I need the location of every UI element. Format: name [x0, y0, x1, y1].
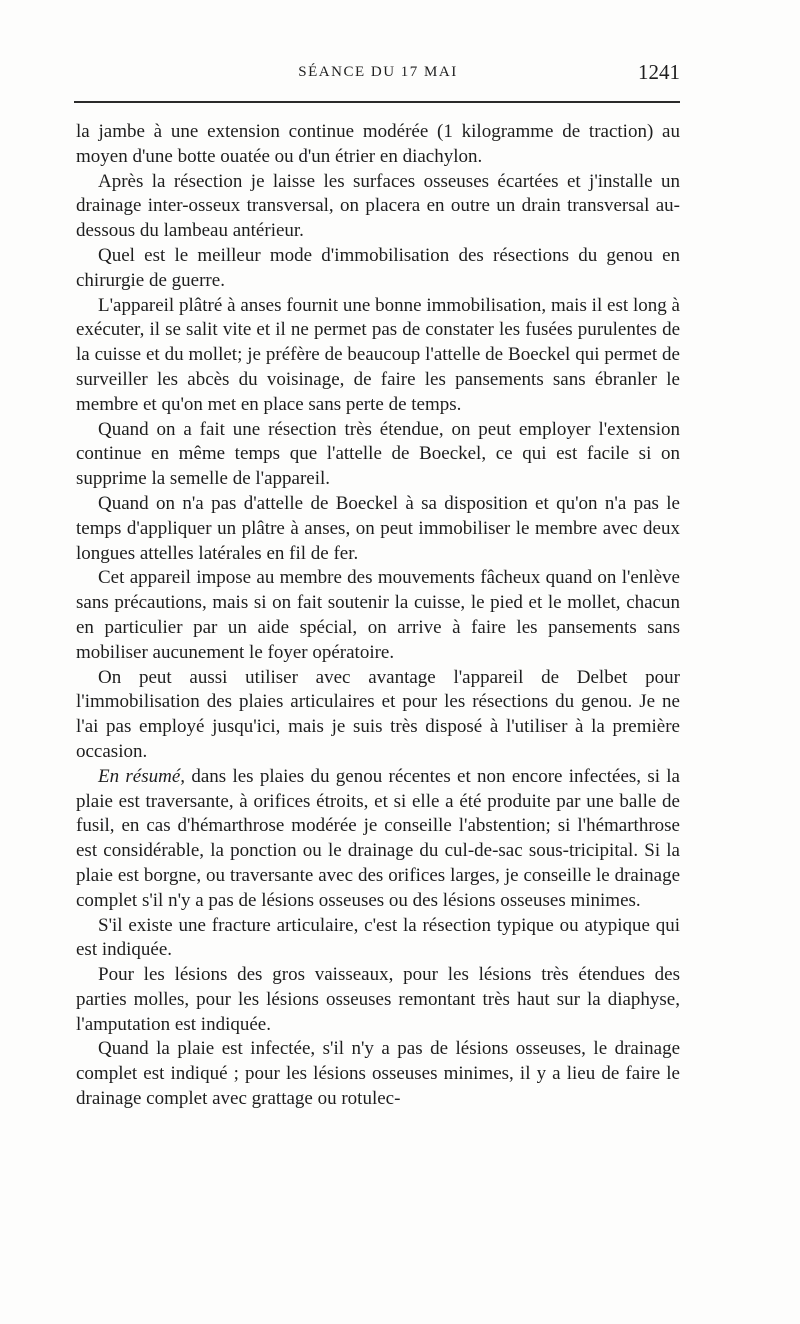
paragraph: Pour les lésions des gros vaisseaux, pour les lésions très étendues des parties molles, pour les lésions osseuses remontant très haut sur la diaphyse, l'amputation est indiquée. — [76, 964, 680, 1035]
running-header — [76, 60, 680, 94]
paragraph-summary — [76, 765, 680, 914]
paragraph: Cet appareil impose au membre des mouvements fâcheux quand on l'enlève sans précautions, mais si on fait soutenir la cuisse, le pied et le mollet, chacun en particulier par un aide spécial, on arrive à faire les pansements sans mobiliser aucunement le foyer opératoire. — [76, 567, 680, 663]
page-number: 1241 — [638, 60, 680, 84]
body-text — [76, 120, 680, 1112]
paragraph: Quand la plaie est infectée, s'il n'y a pas de lésions osseuses, le drainage complet est indiqué ; pour les lésions osseuses minimes, il y a lieu de faire le drainage complet avec grattage ou rotulec- — [76, 1038, 680, 1110]
paragraph: Quel est le meilleur mode d'immobilisation des résections du genou en chirurgie de guerre. — [76, 244, 680, 291]
paragraph: L'appareil plâtré à anses fournit une bonne immobilisation, mais il est long à exécuter, il se salit vite et il ne permet pas de constater les fusées purulentes de la cuisse et du mollet; je préfère de beaucoup l'attelle de Boeckel qui permet de surveiller les abcès du voisinage, de faire les pansements sans ébranler le membre et qu'on met en place sans perte de temps. — [76, 294, 680, 415]
paragraph: Après la résection je laisse les surfaces osseuses écartées et j'installe un drainage inter-osseux transversal, on placera en outre un drain transversal au-dessous du lambeau antérieur. — [76, 170, 680, 242]
running-title: SÉANCE DU 17 MAI — [298, 64, 458, 80]
paragraph: S'il existe une fracture articulaire, c'est la résection typique ou atypique qui est indiquée. — [76, 914, 680, 961]
italic-lead: En résumé, — [98, 765, 186, 787]
header-rule — [74, 101, 680, 103]
paragraph: Quand on a fait une résection très étendue, on peut employer l'extension continue en même temps que l'attelle de Boeckel, ce qui est facile si on supprime la semelle de l'appareil. — [76, 418, 680, 490]
paragraph: Quand on n'a pas d'attelle de Boeckel à sa disposition et qu'on n'a pas le temps d'appliquer un plâtre à anses, on peut immobiliser le membre avec deux longues attelles latérales en fil de fer. — [76, 492, 680, 564]
summary-text: dans les plaies du genou récentes et non encore infectées, si la plaie est traversante, à orifices étroits, et si elle a été produite par une balle de fusil, en cas d'hémarthrose modérée je conseille l'abstention; si l'hémarthrose est considérable, la ponction ou le drainage du cul-de-sac sous-tricipital. Si la plaie est borgne, ou traversante avec des orifices larges, je conseille le drainage complet s'il n'y a pas de lésions osseuses ou des lésions osseuses minimes. — [76, 765, 680, 911]
paragraph: On peut aussi utiliser avec avantage l'appareil de Delbet pour l'immobilisation des plaies articulaires et pour les résections du genou. Je ne l'ai pas employé jusqu'ici, mais je suis très disposé à l'utiliser à la première occasion. — [76, 666, 680, 762]
paragraph-continuation: la jambe à une extension continue modérée (1 kilogramme de traction) au moyen d'une botte ouatée ou d'un étrier en diachylon. — [76, 121, 680, 167]
